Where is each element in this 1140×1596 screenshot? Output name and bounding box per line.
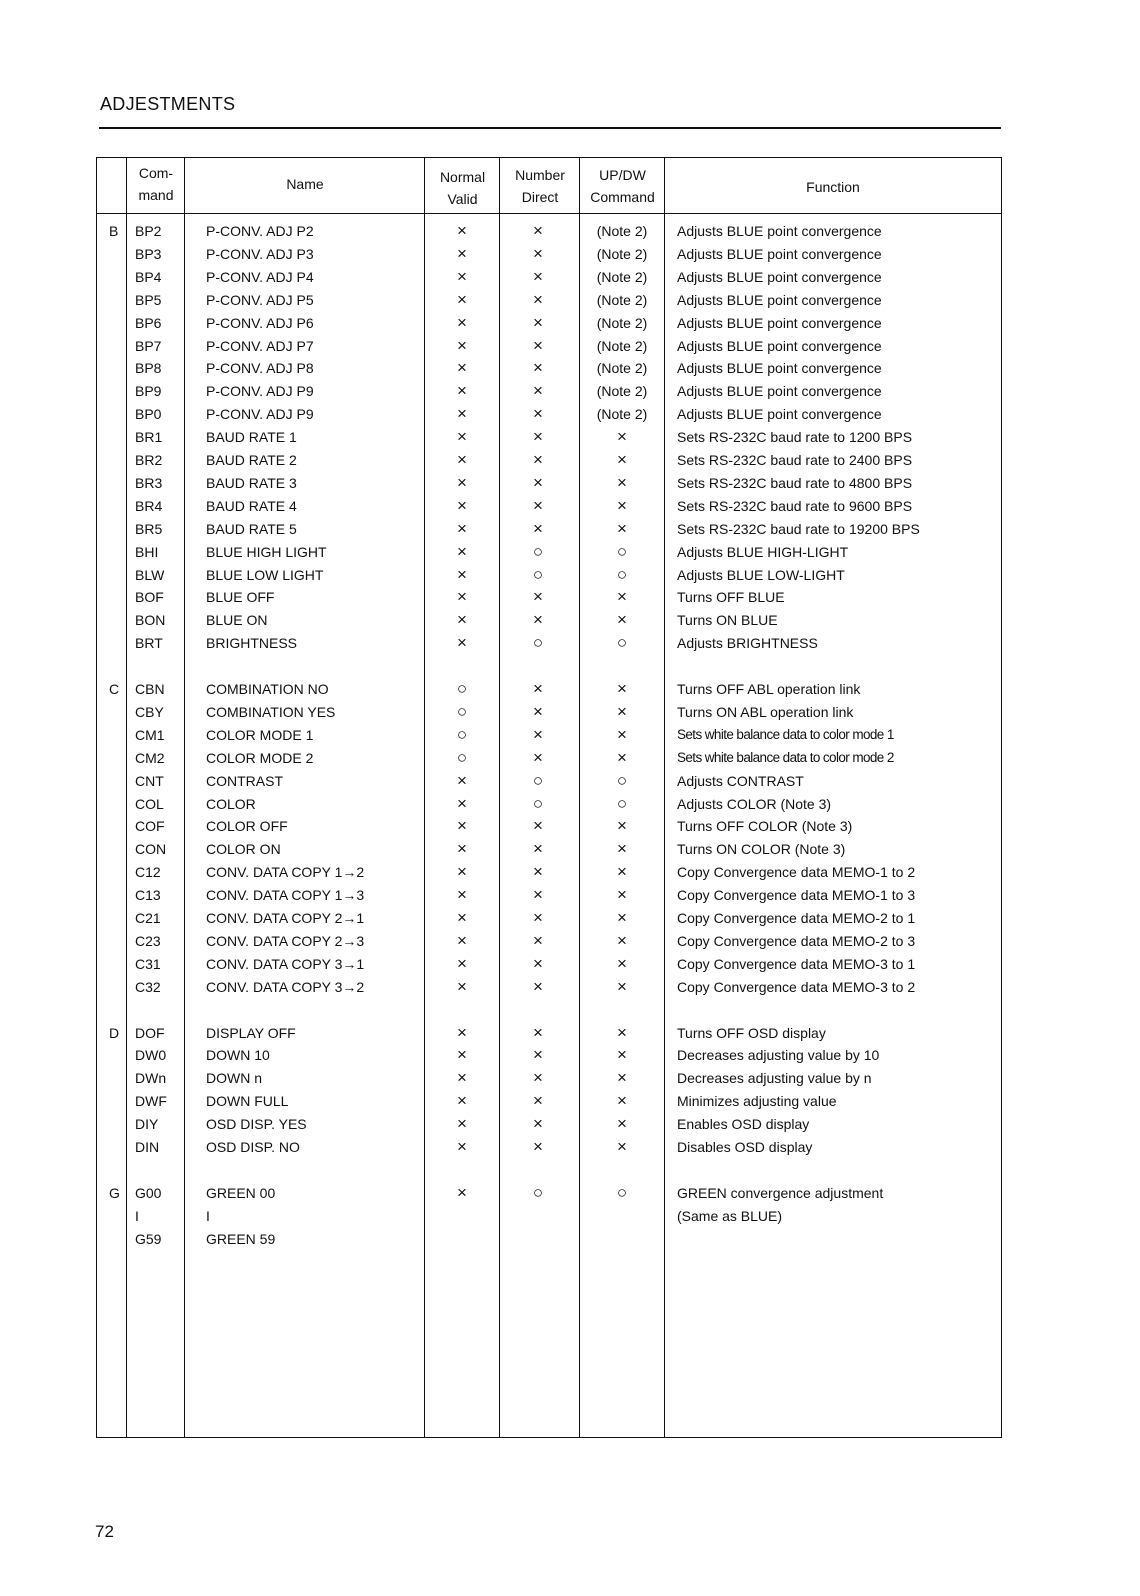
command-code: C13: [135, 887, 161, 904]
function-description: Adjusts BLUE point convergence: [677, 291, 882, 308]
updw-command-mark: ×: [617, 610, 627, 630]
number-direct-mark: ○: [532, 793, 544, 813]
command-name: BLUE HIGH LIGHT: [206, 543, 327, 560]
number-direct-mark: ×: [533, 908, 543, 927]
command-code: C32: [135, 978, 161, 995]
updw-command-mark: ×: [617, 518, 627, 538]
normal-valid-mark: ○: [456, 701, 468, 721]
updw-command-mark: ×: [617, 495, 627, 515]
normal-valid-mark: ×: [457, 404, 467, 424]
group-letter: C: [109, 681, 120, 697]
command-name: CONV. DATA COPY 2→3: [206, 932, 365, 949]
group-letter: D: [109, 1024, 120, 1041]
function-description: Adjusts BLUE point convergence: [677, 406, 882, 423]
command-name: BLUE LOW LIGHT: [206, 566, 324, 583]
updw-command-mark: (Note 2): [596, 383, 648, 400]
command-code: BHI: [135, 543, 159, 560]
function-description: Copy Convergence data MEMO-1 to 2: [677, 864, 916, 881]
function-description: Sets RS-232C baud rate to 1200 BPS: [677, 429, 913, 446]
normal-valid-mark: ×: [457, 221, 467, 240]
command-name: BAUD RATE 1: [206, 429, 297, 446]
updw-command-mark: ×: [617, 427, 627, 447]
command-name: BAUD RATE 4: [206, 497, 297, 514]
updw-command-mark: ×: [617, 472, 627, 492]
command-name: BAUD RATE 2: [206, 452, 297, 468]
number-direct-mark: ×: [533, 1091, 543, 1111]
function-description: (Same as BLUE): [677, 1207, 783, 1224]
updw-command-mark: ×: [617, 953, 627, 973]
normal-valid-mark: ○: [456, 724, 468, 744]
column-header-number-direct: Number Direct: [515, 167, 565, 205]
command-code: BOF: [135, 589, 164, 606]
command-name: OSD DISP. YES: [206, 1116, 307, 1133]
command-code: BLW: [135, 566, 165, 583]
number-direct-mark: ×: [533, 427, 543, 447]
command-code: G00: [135, 1184, 162, 1201]
updw-command-mark: ×: [617, 747, 627, 767]
normal-valid-mark: ×: [457, 518, 467, 538]
number-direct-mark: ×: [533, 518, 543, 538]
updw-command-mark: ×: [617, 816, 627, 836]
command-name: CONV. DATA COPY 2→1: [206, 910, 365, 926]
command-code: BR5: [135, 520, 163, 537]
normal-valid-mark: ○: [456, 679, 468, 698]
command-code: G59: [135, 1230, 162, 1247]
normal-valid-mark: ×: [457, 335, 467, 355]
updw-command-mark: ○: [616, 770, 628, 790]
command-name: BLUE ON: [206, 612, 268, 629]
number-direct-mark: ×: [533, 266, 543, 286]
updw-command-mark: ×: [617, 450, 627, 469]
command-code: COF: [135, 818, 165, 835]
command-code: BRT: [135, 635, 163, 652]
number-direct-mark: ×: [533, 839, 543, 859]
column-header-function: Function: [806, 179, 860, 195]
normal-valid-mark: ×: [457, 862, 467, 882]
page-title: ADJESTMENTS: [100, 94, 236, 114]
group-letter: G: [109, 1184, 120, 1201]
command-name: CONTRAST: [206, 772, 283, 789]
number-direct-mark: ×: [533, 885, 543, 905]
updw-command-mark: (Note 2): [596, 360, 648, 377]
updw-command-mark: (Note 2): [596, 337, 648, 354]
updw-command-mark: (Note 2): [596, 314, 648, 331]
updw-command-mark: ×: [617, 587, 627, 607]
updw-command-mark: ×: [617, 1045, 627, 1065]
function-description: Adjusts BRIGHTNESS: [677, 635, 818, 652]
number-direct-mark: ×: [533, 724, 543, 744]
function-description: Sets RS-232C baud rate to 9600 BPS: [677, 497, 913, 514]
function-description: Copy Convergence data MEMO-2 to 3: [677, 932, 916, 949]
number-direct-mark: ×: [533, 1045, 543, 1065]
function-description: Adjusts BLUE LOW-LIGHT: [677, 566, 845, 583]
updw-command-mark: ×: [617, 679, 627, 698]
command-code: BP0: [135, 406, 162, 423]
number-direct-mark: ×: [533, 243, 543, 263]
command-code: BON: [135, 612, 166, 629]
number-direct-mark: ○: [532, 1182, 544, 1202]
updw-command-mark: ×: [617, 908, 627, 927]
function-description: Copy Convergence data MEMO-3 to 2: [677, 978, 916, 995]
updw-command-mark: ×: [617, 1137, 627, 1156]
command-code: DWn: [135, 1070, 167, 1087]
command-name: COLOR OFF: [206, 818, 288, 835]
normal-valid-mark: ×: [457, 1114, 467, 1134]
command-code: C23: [135, 932, 161, 949]
command-name: OSD DISP. NO: [206, 1139, 300, 1155]
function-description: Copy Convergence data MEMO-3 to 1: [677, 955, 916, 972]
updw-command-mark: ×: [617, 1114, 627, 1134]
function-description: Turns OFF BLUE: [677, 589, 785, 606]
function-description: Disables OSD display: [677, 1139, 813, 1155]
page-number: 72: [95, 1522, 114, 1541]
command-code: I: [135, 1207, 139, 1224]
command-name: P-CONV. ADJ P8: [206, 360, 314, 377]
command-code: COL: [135, 795, 164, 812]
number-direct-mark: ○: [532, 564, 544, 584]
normal-valid-mark: ○: [456, 747, 468, 767]
normal-valid-mark: ×: [457, 953, 467, 973]
command-code: BR1: [135, 429, 163, 446]
updw-command-mark: ×: [617, 862, 627, 882]
normal-valid-mark: ×: [457, 976, 467, 996]
number-direct-mark: ×: [533, 404, 543, 424]
updw-command-mark: (Note 2): [596, 268, 648, 285]
normal-valid-mark: ×: [457, 541, 467, 561]
number-direct-mark: ×: [533, 450, 543, 469]
function-description: Adjusts BLUE HIGH-LIGHT: [677, 543, 849, 560]
command-code: DW0: [135, 1047, 167, 1064]
normal-valid-mark: ×: [457, 472, 467, 492]
normal-valid-mark: ×: [457, 564, 467, 584]
number-direct-mark: ×: [533, 976, 543, 996]
normal-valid-mark: ×: [457, 839, 467, 859]
command-code: BR4: [135, 497, 163, 514]
updw-command-mark: (Note 2): [596, 245, 648, 262]
updw-command-mark: ○: [616, 633, 628, 653]
function-description: Adjusts BLUE point convergence: [677, 337, 882, 354]
function-description: Enables OSD display: [677, 1116, 810, 1133]
normal-valid-mark: ×: [457, 243, 467, 263]
command-name: COLOR MODE 2: [206, 749, 314, 766]
updw-command-mark: ×: [617, 1091, 627, 1111]
command-code: BP3: [135, 245, 162, 262]
function-description: Sets white balance data to color mode 2: [677, 749, 894, 765]
number-direct-mark: ×: [533, 747, 543, 767]
command-code: BR3: [135, 474, 163, 491]
col-divider: [126, 157, 127, 1438]
function-description: Turns OFF COLOR (Note 3): [677, 818, 853, 835]
normal-valid-mark: ×: [457, 1045, 467, 1065]
command-code: CBY: [135, 703, 164, 720]
column-header-name: Name: [286, 176, 324, 192]
normal-valid-mark: ×: [457, 358, 467, 378]
command-name: BLUE OFF: [206, 589, 275, 606]
command-name: I: [206, 1207, 210, 1224]
number-direct-mark: ×: [533, 930, 543, 950]
command-name: CONV. DATA COPY 3→1: [206, 955, 365, 972]
number-direct-mark: ×: [533, 289, 543, 309]
normal-valid-mark: ×: [457, 908, 467, 927]
command-code: CNT: [135, 772, 164, 789]
command-name: COLOR ON: [206, 841, 281, 858]
updw-command-mark: ○: [616, 793, 628, 813]
command-name: COMBINATION YES: [206, 703, 336, 720]
updw-command-mark: ×: [617, 724, 627, 744]
function-description: Adjusts BLUE point convergence: [677, 223, 882, 239]
number-direct-mark: ×: [533, 472, 543, 492]
column-header-command: Com- mand: [138, 165, 174, 203]
number-direct-mark: ×: [533, 1137, 543, 1156]
normal-valid-mark: ×: [457, 450, 467, 469]
header-rule: [99, 127, 1001, 129]
command-name: DISPLAY OFF: [206, 1024, 296, 1041]
command-name: DOWN FULL: [206, 1093, 289, 1110]
col-divider: [664, 157, 665, 1438]
command-name: COMBINATION NO: [206, 681, 329, 697]
normal-valid-mark: ×: [457, 289, 467, 309]
command-name: CONV. DATA COPY 1→3: [206, 887, 365, 904]
command-code: BP6: [135, 314, 162, 331]
function-description: Sets RS-232C baud rate to 2400 BPS: [677, 452, 913, 468]
normal-valid-mark: ×: [457, 1068, 467, 1088]
number-direct-mark: ×: [533, 701, 543, 721]
normal-valid-mark: ×: [457, 266, 467, 286]
updw-command-mark: ×: [617, 930, 627, 950]
command-name: P-CONV. ADJ P9: [206, 383, 314, 400]
normal-valid-mark: ×: [457, 633, 467, 653]
function-description: Copy Convergence data MEMO-2 to 1: [677, 910, 916, 926]
normal-valid-mark: ×: [457, 381, 467, 401]
number-direct-mark: ○: [532, 770, 544, 790]
command-code: CM2: [135, 749, 165, 766]
command-code: CON: [135, 841, 167, 858]
command-name: CONV. DATA COPY 3→2: [206, 978, 365, 995]
command-code: DWF: [135, 1093, 167, 1110]
number-direct-mark: ×: [533, 610, 543, 630]
column-header-normal-valid: Normal Valid: [439, 169, 486, 207]
normal-valid-mark: ×: [457, 1091, 467, 1111]
function-description: Sets white balance data to color mode 1: [677, 726, 894, 742]
col-divider: [184, 157, 185, 1438]
normal-valid-mark: ×: [457, 312, 467, 332]
command-name: P-CONV. ADJ P5: [206, 291, 314, 308]
number-direct-mark: ×: [533, 381, 543, 401]
command-name: P-CONV. ADJ P2: [206, 223, 314, 239]
function-description: Adjusts BLUE point convergence: [677, 245, 882, 262]
normal-valid-mark: ×: [457, 587, 467, 607]
command-code: DIN: [135, 1139, 160, 1155]
updw-command-mark: ×: [617, 1022, 627, 1042]
function-description: Sets RS-232C baud rate to 19200 BPS: [677, 520, 920, 537]
number-direct-mark: ×: [533, 587, 543, 607]
command-code: CBN: [135, 681, 165, 697]
updw-command-mark: ×: [617, 839, 627, 859]
updw-command-mark: ○: [616, 1182, 628, 1202]
col-divider: [424, 157, 425, 1438]
function-description: Turns ON COLOR (Note 3): [677, 841, 846, 858]
function-description: Turns ON BLUE: [677, 612, 778, 629]
col-divider: [579, 157, 580, 1438]
function-description: Adjusts COLOR (Note 3): [677, 795, 832, 812]
number-direct-mark: ×: [533, 1114, 543, 1134]
command-name: BRIGHTNESS: [206, 635, 298, 652]
command-name: BAUD RATE 3: [206, 474, 297, 491]
number-direct-mark: ×: [533, 221, 543, 240]
command-name: GREEN 59: [206, 1230, 276, 1247]
function-description: Decreases adjusting value by 10: [677, 1047, 880, 1064]
column-header-updw-command: UP/DW Command: [590, 167, 655, 205]
normal-valid-mark: ×: [457, 427, 467, 447]
command-name: GREEN 00: [206, 1184, 276, 1201]
function-description: Turns OFF OSD display: [677, 1024, 826, 1041]
command-code: BR2: [135, 452, 163, 468]
function-description: GREEN convergence adjustment: [677, 1184, 884, 1201]
number-direct-mark: ×: [533, 953, 543, 973]
updw-command-mark: ×: [617, 976, 627, 996]
updw-command-mark: ○: [616, 564, 628, 584]
command-code: BP2: [135, 223, 162, 239]
number-direct-mark: ×: [533, 816, 543, 836]
command-code: BP8: [135, 360, 162, 377]
normal-valid-mark: ×: [457, 793, 467, 813]
command-code: C21: [135, 910, 161, 926]
function-description: Turns OFF ABL operation link: [677, 681, 861, 697]
number-direct-mark: ×: [533, 862, 543, 882]
command-name: DOWN 10: [206, 1047, 270, 1064]
number-direct-mark: ×: [533, 335, 543, 355]
command-name: CONV. DATA COPY 1→2: [206, 864, 365, 881]
updw-command-mark: (Note 2): [596, 291, 648, 308]
function-description: Turns ON ABL operation link: [677, 703, 854, 720]
command-name: BAUD RATE 5: [206, 520, 297, 537]
number-direct-mark: ×: [533, 679, 543, 698]
updw-command-mark: ×: [617, 701, 627, 721]
command-code: BP4: [135, 268, 162, 285]
function-description: Sets RS-232C baud rate to 4800 BPS: [677, 474, 913, 491]
command-code: DIY: [135, 1116, 159, 1133]
number-direct-mark: ×: [533, 1068, 543, 1088]
command-name: COLOR: [206, 795, 256, 812]
command-name: P-CONV. ADJ P3: [206, 245, 314, 262]
number-direct-mark: ×: [533, 358, 543, 378]
updw-command-mark: (Note 2): [596, 223, 648, 239]
function-description: Adjusts BLUE point convergence: [677, 268, 882, 285]
normal-valid-mark: ×: [457, 930, 467, 950]
command-code: CM1: [135, 726, 165, 743]
command-name: COLOR MODE 1: [206, 726, 314, 743]
command-code: DOF: [135, 1024, 165, 1041]
command-name: P-CONV. ADJ P4: [206, 268, 314, 285]
command-name: DOWN n: [206, 1070, 262, 1087]
command-code: BP7: [135, 337, 162, 354]
number-direct-mark: ○: [532, 633, 544, 653]
command-code: C12: [135, 864, 161, 881]
header-divider: [96, 213, 1002, 214]
command-code: C31: [135, 955, 161, 972]
updw-command-mark: ○: [616, 541, 628, 561]
normal-valid-mark: ×: [457, 885, 467, 905]
normal-valid-mark: ×: [457, 1137, 467, 1156]
function-description: Minimizes adjusting value: [677, 1093, 837, 1110]
command-name: P-CONV. ADJ P6: [206, 314, 314, 331]
command-code: BP5: [135, 291, 162, 308]
number-direct-mark: ×: [533, 1022, 543, 1042]
col-divider: [499, 157, 500, 1438]
number-direct-mark: ×: [533, 312, 543, 332]
number-direct-mark: ○: [532, 541, 544, 561]
normal-valid-mark: ×: [457, 610, 467, 630]
normal-valid-mark: ×: [457, 770, 467, 790]
command-code: BP9: [135, 383, 162, 400]
function-description: Copy Convergence data MEMO-1 to 3: [677, 887, 916, 904]
function-description: Decreases adjusting value by n: [677, 1070, 872, 1087]
group-letter: B: [109, 223, 119, 239]
command-name: P-CONV. ADJ P7: [206, 337, 314, 354]
normal-valid-mark: ×: [457, 1182, 467, 1202]
updw-command-mark: (Note 2): [596, 406, 648, 423]
function-description: Adjusts BLUE point convergence: [677, 383, 882, 400]
updw-command-mark: ×: [617, 885, 627, 905]
normal-valid-mark: ×: [457, 495, 467, 515]
normal-valid-mark: ×: [457, 816, 467, 836]
function-description: Adjusts BLUE point convergence: [677, 360, 882, 377]
number-direct-mark: ×: [533, 495, 543, 515]
updw-command-mark: ×: [617, 1068, 627, 1088]
normal-valid-mark: ×: [457, 1022, 467, 1042]
command-name: P-CONV. ADJ P9: [206, 406, 314, 423]
function-description: Adjusts BLUE point convergence: [677, 314, 882, 331]
function-description: Adjusts CONTRAST: [677, 772, 804, 789]
